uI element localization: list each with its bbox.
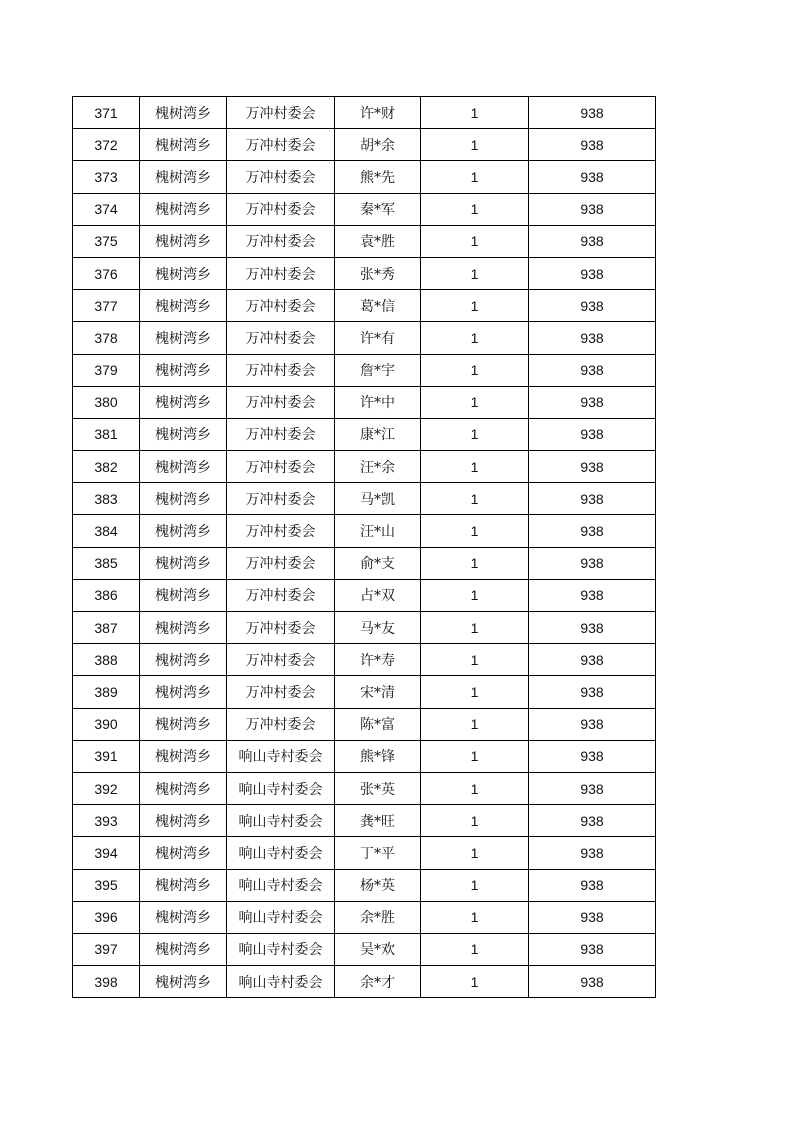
cell-township: 槐树湾乡 (140, 547, 227, 579)
cell-number: 373 (73, 161, 140, 193)
table-row (73, 772, 656, 804)
cell-village: 万冲村委会 (227, 257, 335, 289)
cell-count: 1 (421, 257, 529, 289)
cell-number: 398 (73, 966, 140, 998)
cell-name: 胡*余 (335, 129, 421, 161)
cell-village: 响山寺村委会 (227, 966, 335, 998)
cell-name: 许*财 (335, 97, 421, 129)
cell-village: 万冲村委会 (227, 579, 335, 611)
table-row (73, 579, 656, 611)
cell-count: 1 (421, 193, 529, 225)
cell-number: 388 (73, 644, 140, 676)
cell-count: 1 (421, 966, 529, 998)
cell-name: 丁*平 (335, 837, 421, 869)
table-row (73, 451, 656, 483)
cell-amount: 938 (529, 966, 656, 998)
cell-village: 响山寺村委会 (227, 933, 335, 965)
cell-village: 响山寺村委会 (227, 772, 335, 804)
table-row (73, 129, 656, 161)
cell-amount: 938 (529, 740, 656, 772)
cell-number: 372 (73, 129, 140, 161)
cell-number: 381 (73, 418, 140, 450)
cell-amount: 938 (529, 193, 656, 225)
table-row (73, 161, 656, 193)
cell-amount: 938 (529, 354, 656, 386)
cell-village: 万冲村委会 (227, 129, 335, 161)
cell-number: 394 (73, 837, 140, 869)
cell-name: 马*凯 (335, 483, 421, 515)
table-row (73, 322, 656, 354)
cell-count: 1 (421, 97, 529, 129)
cell-amount: 938 (529, 451, 656, 483)
cell-count: 1 (421, 933, 529, 965)
cell-name: 吴*欢 (335, 933, 421, 965)
table-row (73, 612, 656, 644)
cell-amount: 938 (529, 579, 656, 611)
cell-count: 1 (421, 225, 529, 257)
cell-township: 槐树湾乡 (140, 740, 227, 772)
cell-number: 378 (73, 322, 140, 354)
cell-amount: 938 (529, 933, 656, 965)
cell-name: 汪*山 (335, 515, 421, 547)
cell-village: 万冲村委会 (227, 644, 335, 676)
cell-name: 袁*胜 (335, 225, 421, 257)
cell-name: 詹*宇 (335, 354, 421, 386)
table-row (73, 676, 656, 708)
cell-name: 余*才 (335, 966, 421, 998)
subsidy-table (72, 96, 656, 998)
cell-township: 槐树湾乡 (140, 869, 227, 901)
table-row (73, 708, 656, 740)
cell-amount: 938 (529, 386, 656, 418)
cell-township: 槐树湾乡 (140, 483, 227, 515)
table-body (73, 97, 656, 998)
cell-village: 万冲村委会 (227, 193, 335, 225)
cell-amount: 938 (529, 901, 656, 933)
cell-number: 383 (73, 483, 140, 515)
cell-name: 熊*先 (335, 161, 421, 193)
cell-name: 张*英 (335, 772, 421, 804)
cell-name: 张*秀 (335, 257, 421, 289)
cell-township: 槐树湾乡 (140, 772, 227, 804)
cell-number: 387 (73, 612, 140, 644)
cell-count: 1 (421, 418, 529, 450)
table-row (73, 933, 656, 965)
cell-count: 1 (421, 837, 529, 869)
cell-count: 1 (421, 129, 529, 161)
cell-township: 槐树湾乡 (140, 354, 227, 386)
cell-village: 响山寺村委会 (227, 869, 335, 901)
cell-count: 1 (421, 740, 529, 772)
cell-village: 万冲村委会 (227, 547, 335, 579)
cell-number: 386 (73, 579, 140, 611)
cell-village: 响山寺村委会 (227, 901, 335, 933)
cell-village: 万冲村委会 (227, 483, 335, 515)
cell-township: 槐树湾乡 (140, 322, 227, 354)
cell-village: 万冲村委会 (227, 418, 335, 450)
cell-village: 万冲村委会 (227, 451, 335, 483)
cell-count: 1 (421, 161, 529, 193)
cell-number: 374 (73, 193, 140, 225)
cell-amount: 938 (529, 644, 656, 676)
cell-amount: 938 (529, 837, 656, 869)
cell-name: 许*有 (335, 322, 421, 354)
cell-number: 384 (73, 515, 140, 547)
table-row (73, 515, 656, 547)
cell-number: 395 (73, 869, 140, 901)
cell-number: 389 (73, 676, 140, 708)
cell-count: 1 (421, 676, 529, 708)
table-row (73, 97, 656, 129)
cell-name: 占*双 (335, 579, 421, 611)
table-row (73, 901, 656, 933)
cell-count: 1 (421, 644, 529, 676)
cell-village: 万冲村委会 (227, 515, 335, 547)
table-row (73, 966, 656, 998)
cell-number: 371 (73, 97, 140, 129)
cell-count: 1 (421, 322, 529, 354)
cell-township: 槐树湾乡 (140, 708, 227, 740)
cell-number: 385 (73, 547, 140, 579)
cell-number: 393 (73, 805, 140, 837)
cell-count: 1 (421, 547, 529, 579)
table-row (73, 644, 656, 676)
cell-number: 375 (73, 225, 140, 257)
cell-amount: 938 (529, 676, 656, 708)
cell-amount: 938 (529, 612, 656, 644)
cell-amount: 938 (529, 772, 656, 804)
cell-village: 响山寺村委会 (227, 837, 335, 869)
cell-number: 376 (73, 257, 140, 289)
cell-township: 槐树湾乡 (140, 451, 227, 483)
cell-village: 万冲村委会 (227, 322, 335, 354)
cell-amount: 938 (529, 129, 656, 161)
cell-amount: 938 (529, 869, 656, 901)
cell-count: 1 (421, 386, 529, 418)
cell-number: 391 (73, 740, 140, 772)
table-row (73, 483, 656, 515)
cell-township: 槐树湾乡 (140, 676, 227, 708)
cell-township: 槐树湾乡 (140, 837, 227, 869)
cell-number: 379 (73, 354, 140, 386)
cell-count: 1 (421, 579, 529, 611)
cell-village: 万冲村委会 (227, 97, 335, 129)
cell-count: 1 (421, 772, 529, 804)
cell-village: 万冲村委会 (227, 354, 335, 386)
cell-count: 1 (421, 515, 529, 547)
cell-amount: 938 (529, 515, 656, 547)
cell-name: 陈*富 (335, 708, 421, 740)
cell-village: 响山寺村委会 (227, 805, 335, 837)
cell-number: 382 (73, 451, 140, 483)
table-row (73, 547, 656, 579)
cell-village: 万冲村委会 (227, 290, 335, 322)
cell-amount: 938 (529, 225, 656, 257)
table-row (73, 869, 656, 901)
cell-number: 380 (73, 386, 140, 418)
cell-name: 秦*军 (335, 193, 421, 225)
cell-amount: 938 (529, 97, 656, 129)
cell-township: 槐树湾乡 (140, 644, 227, 676)
cell-name: 杨*英 (335, 869, 421, 901)
cell-township: 槐树湾乡 (140, 386, 227, 418)
cell-township: 槐树湾乡 (140, 225, 227, 257)
cell-amount: 938 (529, 708, 656, 740)
cell-count: 1 (421, 612, 529, 644)
cell-count: 1 (421, 290, 529, 322)
cell-village: 响山寺村委会 (227, 740, 335, 772)
cell-count: 1 (421, 451, 529, 483)
cell-amount: 938 (529, 418, 656, 450)
cell-village: 万冲村委会 (227, 708, 335, 740)
cell-township: 槐树湾乡 (140, 193, 227, 225)
cell-amount: 938 (529, 161, 656, 193)
cell-count: 1 (421, 354, 529, 386)
cell-township: 槐树湾乡 (140, 612, 227, 644)
cell-name: 宋*清 (335, 676, 421, 708)
table-row (73, 418, 656, 450)
cell-township: 槐树湾乡 (140, 901, 227, 933)
cell-township: 槐树湾乡 (140, 418, 227, 450)
cell-count: 1 (421, 483, 529, 515)
cell-township: 槐树湾乡 (140, 290, 227, 322)
table-row (73, 805, 656, 837)
cell-name: 葛*信 (335, 290, 421, 322)
cell-township: 槐树湾乡 (140, 97, 227, 129)
table-row (73, 225, 656, 257)
cell-count: 1 (421, 901, 529, 933)
cell-count: 1 (421, 869, 529, 901)
cell-name: 康*江 (335, 418, 421, 450)
cell-name: 龚*旺 (335, 805, 421, 837)
cell-township: 槐树湾乡 (140, 966, 227, 998)
cell-amount: 938 (529, 322, 656, 354)
table-row (73, 257, 656, 289)
cell-name: 汪*余 (335, 451, 421, 483)
cell-village: 万冲村委会 (227, 161, 335, 193)
cell-village: 万冲村委会 (227, 612, 335, 644)
cell-amount: 938 (529, 483, 656, 515)
cell-township: 槐树湾乡 (140, 579, 227, 611)
cell-number: 390 (73, 708, 140, 740)
cell-number: 397 (73, 933, 140, 965)
cell-number: 392 (73, 772, 140, 804)
cell-name: 余*胜 (335, 901, 421, 933)
cell-village: 万冲村委会 (227, 225, 335, 257)
cell-name: 熊*锋 (335, 740, 421, 772)
table-row (73, 354, 656, 386)
cell-count: 1 (421, 805, 529, 837)
cell-name: 许*中 (335, 386, 421, 418)
cell-village: 万冲村委会 (227, 676, 335, 708)
cell-village: 万冲村委会 (227, 386, 335, 418)
cell-township: 槐树湾乡 (140, 805, 227, 837)
cell-count: 1 (421, 708, 529, 740)
table-row (73, 386, 656, 418)
cell-amount: 938 (529, 805, 656, 837)
cell-amount: 938 (529, 290, 656, 322)
cell-name: 马*友 (335, 612, 421, 644)
cell-name: 俞*支 (335, 547, 421, 579)
cell-amount: 938 (529, 257, 656, 289)
table-row (73, 193, 656, 225)
cell-township: 槐树湾乡 (140, 933, 227, 965)
table-row (73, 740, 656, 772)
cell-township: 槐树湾乡 (140, 257, 227, 289)
cell-name: 许*寿 (335, 644, 421, 676)
cell-number: 377 (73, 290, 140, 322)
table-row (73, 290, 656, 322)
cell-amount: 938 (529, 547, 656, 579)
cell-township: 槐树湾乡 (140, 161, 227, 193)
cell-number: 396 (73, 901, 140, 933)
cell-township: 槐树湾乡 (140, 515, 227, 547)
cell-township: 槐树湾乡 (140, 129, 227, 161)
table-row (73, 837, 656, 869)
